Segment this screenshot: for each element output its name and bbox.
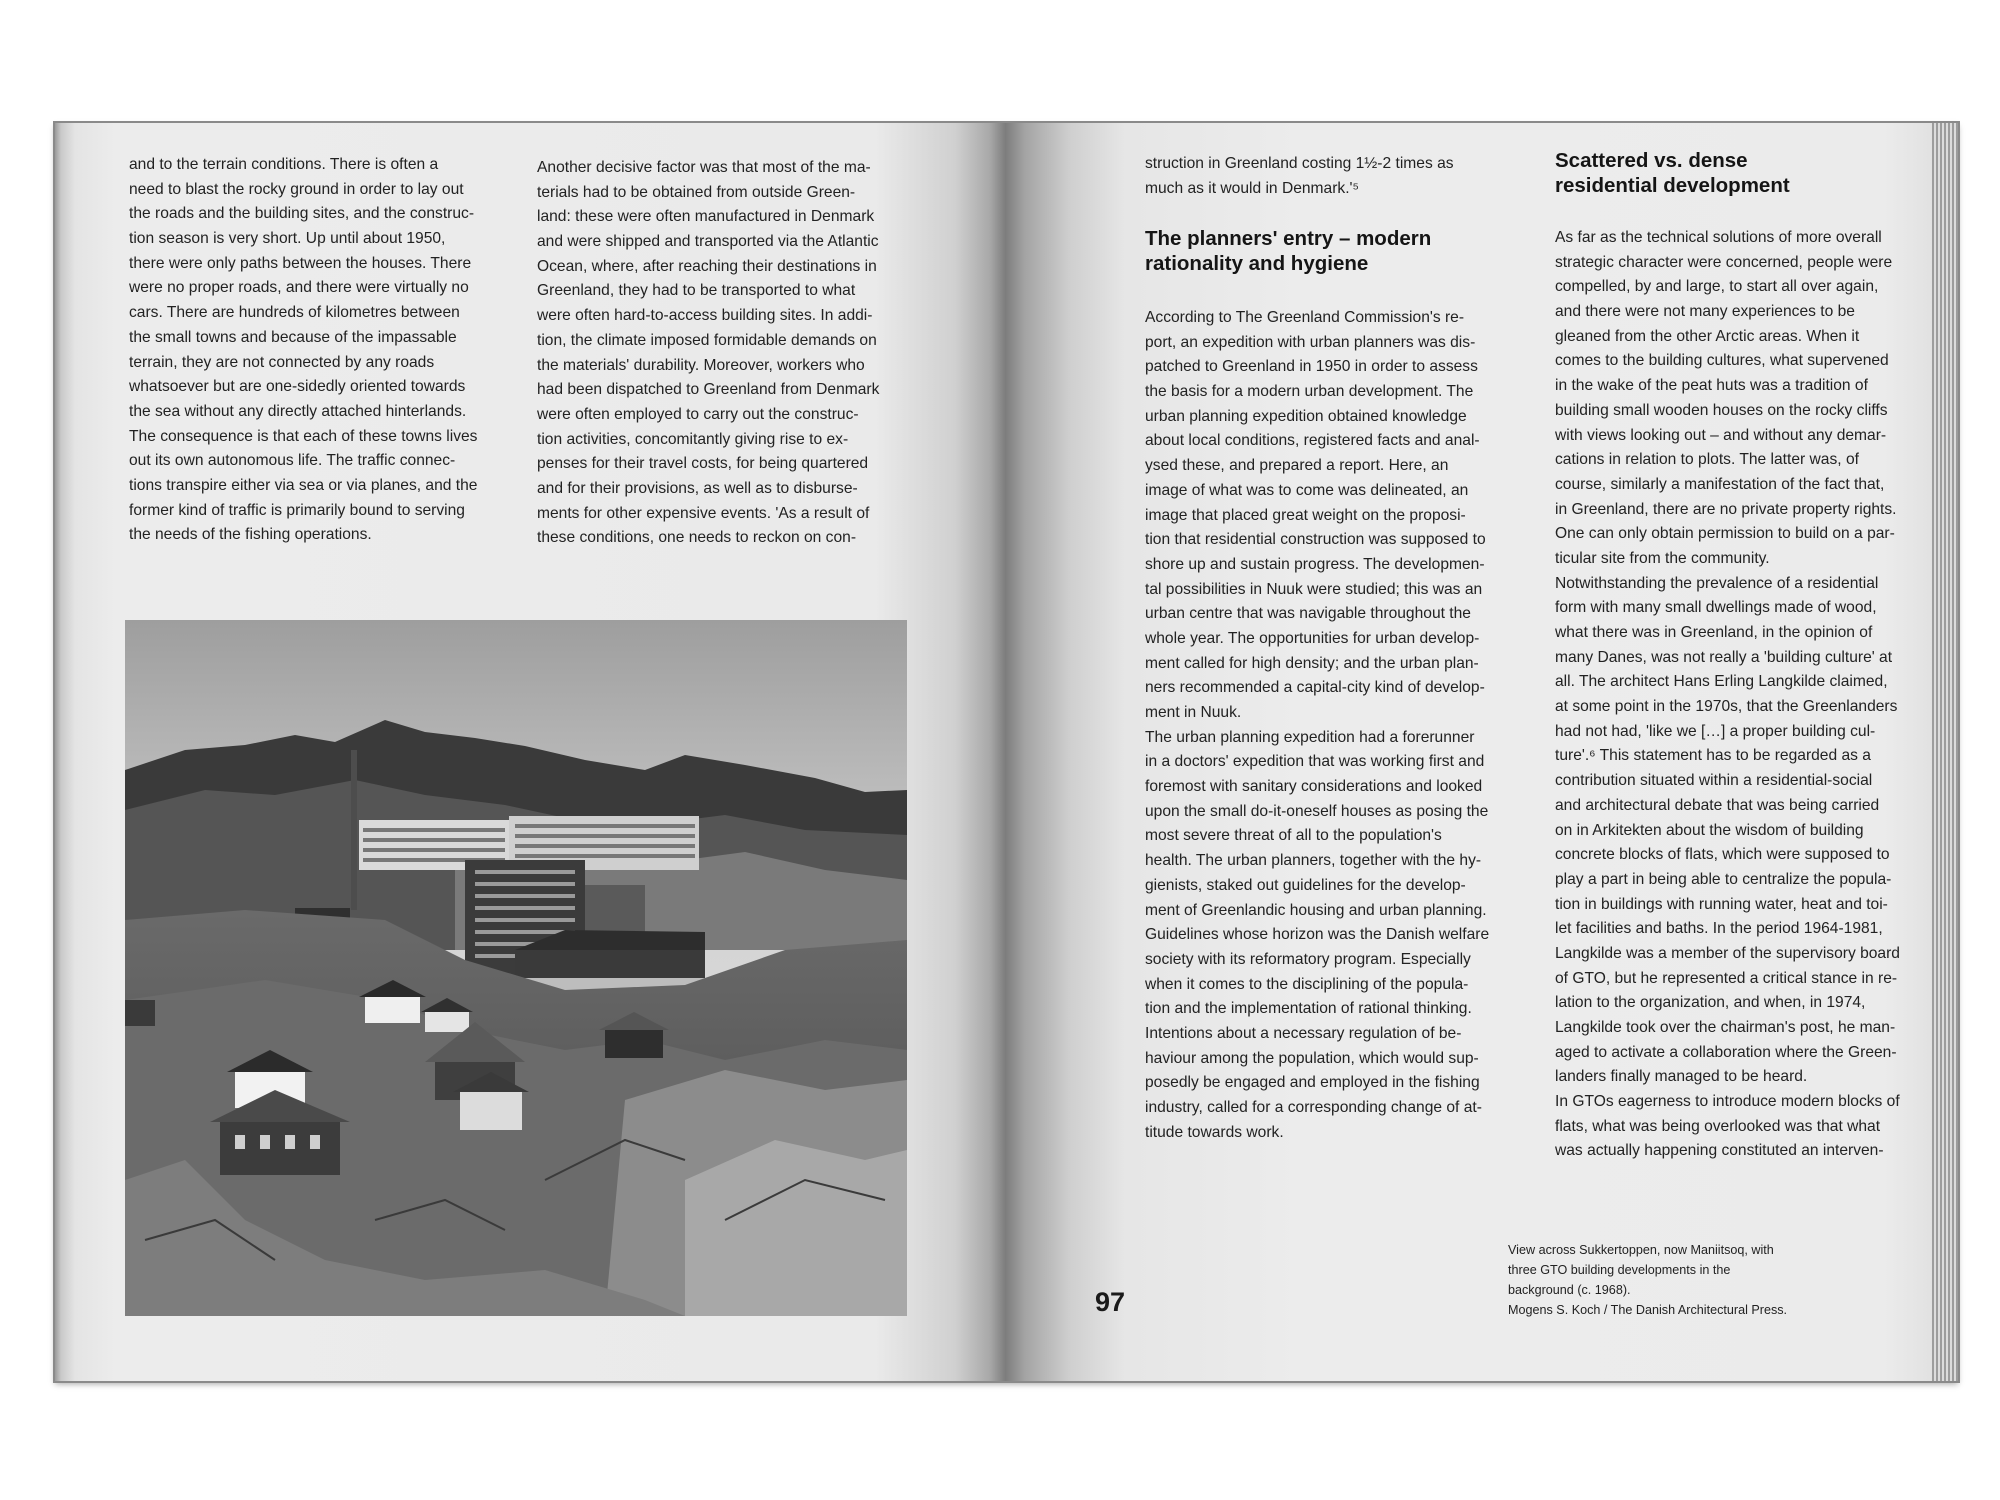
text-line: In GTOs eagerness to introduce modern blocks of	[1555, 1093, 1900, 1111]
text-line: much as it would in Denmark.'⁵	[1145, 179, 1359, 197]
text-column-3-intro	[1145, 152, 1454, 201]
text-line: had been dispatched to Greenland from Denmark	[537, 381, 880, 399]
text-line: building small wooden houses on the rocky cliffs	[1555, 401, 1888, 419]
text-line: ticular site from the community.	[1555, 549, 1770, 567]
text-line: with views looking out – and without any demar-	[1555, 426, 1887, 444]
text-line: in the wake of the peat huts was a tradition of	[1555, 377, 1868, 395]
text-line: what there was in Greenland, in the opinion of	[1555, 624, 1873, 641]
text-line: tion, the climate imposed formidable demands on	[537, 331, 877, 349]
text-line: the materials' durability. Moreover, workers who	[537, 356, 865, 374]
page-number: 97	[1095, 1287, 1126, 1317]
text-line: on in Arkitekten about the wisdom of building	[1555, 821, 1864, 839]
text-line: contribution situated within a residential-social	[1555, 772, 1873, 790]
section-heading-planners-entry	[1145, 227, 1431, 276]
text-line: landers finally managed to be heard.	[1555, 1068, 1808, 1086]
text-line: the needs of the fishing operations.	[129, 526, 372, 544]
text-line: these conditions, one needs to reckon on con-	[537, 529, 857, 547]
text-line: urban centre that was navigable throughout the	[1145, 605, 1471, 623]
text-line: and to the terrain conditions. There is often a	[129, 156, 439, 173]
text-line: and for their provisions, as well as to disburse-	[537, 479, 858, 497]
text-line: image of what was to come was delineated, an	[1145, 481, 1469, 499]
text-line: tion season is very short. Up until about 1950,	[129, 230, 446, 248]
text-line: tion activities, concomitantly giving rise to ex-	[537, 430, 849, 448]
text-line: comes to the building cultures, what supervened	[1555, 352, 1889, 370]
text-line: Langkilde was a member of the supervisory board	[1555, 944, 1900, 962]
text-line: flats, what was being overlooked was that what	[1555, 1117, 1881, 1135]
text-line: had not had, 'like we […] a proper building cul-	[1555, 722, 1876, 740]
text-line: health. The urban planners, together with the hy-	[1145, 852, 1482, 870]
text-line: strategic character were concerned, people were	[1555, 253, 1893, 271]
text-line: One can only obtain permission to build on a par-	[1555, 525, 1895, 543]
text-line: in Greenland, there are no private property rights.	[1555, 500, 1897, 518]
text-line: cars. There are hundreds of kilometres between	[129, 304, 460, 322]
text-line: let facilities and baths. In the period 1964-1981,	[1555, 920, 1883, 938]
text-line: ners recommended a capital-city kind of develop-	[1145, 679, 1485, 697]
text-line: ment of Greenlandic housing and urban planning.	[1145, 901, 1487, 919]
text-line: need to blast the rocky ground in order to lay out	[129, 180, 464, 198]
text-line: patched to Greenland in 1950 in order to assess	[1145, 358, 1478, 376]
text-column-4	[1555, 226, 1900, 1164]
text-line: most severe threat of all to the population's	[1145, 827, 1442, 845]
text-line: penses for their travel costs, for being quartered	[537, 455, 869, 473]
text-column-3	[1145, 306, 1489, 1145]
text-line: Langkilde took over the chairman's post, he man-	[1555, 1019, 1896, 1036]
photo-sukkertoppen	[125, 620, 907, 1316]
text-line: land: these were often manufactured in Denmark	[537, 208, 875, 226]
text-line: tion in buildings with running water, heat and toi-	[1555, 895, 1888, 913]
text-line: background (c. 1968).	[1508, 1283, 1631, 1297]
text-line: lation to the organization, and when, in 1974,	[1555, 994, 1866, 1012]
text-column-2	[537, 156, 879, 551]
text-line: former kind of traffic is primarily bound to serving	[129, 501, 465, 519]
text-line: struction in Greenland costing 1½-2 times as	[1145, 155, 1454, 172]
text-line: three GTO building developments in the	[1508, 1263, 1731, 1277]
text-line: titude towards work.	[1145, 1123, 1284, 1141]
text-line: shore up and sustain progress. The developmen-	[1145, 555, 1485, 573]
text-line: aged to activate a collaboration where the Green-	[1555, 1043, 1897, 1061]
text-line: in a doctors' expedition that was working first and	[1145, 753, 1485, 771]
text-line: According to The Greenland Commission's re-	[1145, 309, 1465, 326]
text-line: play a part in being able to centralize the popula-	[1555, 870, 1892, 888]
text-line: urban planning expedition obtained knowledge	[1145, 407, 1467, 425]
right-page	[1005, 123, 1958, 1381]
text-line: Intentions about a necessary regulation of be-	[1145, 1024, 1462, 1042]
text-line: the small towns and because of the impassable	[129, 328, 457, 346]
text-line: The urban planning expedition had a forerunner	[1145, 728, 1475, 746]
text-line: whole year. The opportunities for urban develop-	[1145, 629, 1480, 647]
photo-caption	[1508, 1240, 1787, 1320]
text-line: the roads and the building sites, and the construc-	[129, 205, 475, 223]
text-line: The planners' entry – modern	[1145, 227, 1432, 250]
text-line: and were shipped and transported via the Atlantic	[537, 233, 879, 251]
text-line: were no proper roads, and there were virtually no	[129, 279, 469, 297]
text-line: gleaned from the other Arctic areas. When it	[1555, 327, 1860, 345]
text-line: tal possibilities in Nuuk were studied; this was an	[1145, 580, 1483, 598]
text-line: port, an expedition with urban planners was dis-	[1145, 333, 1476, 351]
text-line: As far as the technical solutions of more overall	[1555, 229, 1882, 246]
text-line: terials had to be obtained from outside Green-	[537, 183, 856, 201]
text-line: tion and the implementation of rational thinking.	[1145, 1000, 1472, 1018]
section-heading-scattered-vs-dense	[1555, 149, 1790, 198]
text-line: upon the small do-it-oneself houses as posing the	[1145, 802, 1489, 820]
text-line: terrain, they are not connected by any roads	[129, 353, 435, 371]
text-line: industry, called for a corresponding change of at-	[1145, 1099, 1482, 1116]
text-line: at some point in the 1970s, that the Greenlanders	[1555, 698, 1898, 716]
text-line: posedly be engaged and employed in the fishing	[1145, 1074, 1480, 1092]
left-page	[55, 123, 1005, 1381]
text-line: were often hard-to-access building sites. In addi-	[537, 307, 873, 325]
text-line: Scattered vs. dense	[1555, 149, 1748, 172]
text-line: all. The architect Hans Erling Langkilde claimed,	[1555, 673, 1888, 691]
text-line: and there were not many experiences to be	[1555, 303, 1855, 321]
text-line: when it comes to the disciplining of the popula-	[1145, 975, 1469, 993]
page-edges	[1932, 123, 1958, 1381]
text-line: Ocean, where, after reaching their destinations in	[537, 257, 877, 275]
text-column-1	[129, 153, 477, 548]
text-line: compelled, by and large, to start all over again,	[1555, 278, 1879, 296]
text-line: course, similarly a manifestation of the fact that,	[1555, 475, 1885, 493]
text-line: of GTO, but he represented a critical stance in re-	[1555, 969, 1898, 987]
text-line: ments for other expensive events. 'As a result of	[537, 504, 870, 522]
text-line: about local conditions, registered facts and anal-	[1145, 432, 1480, 450]
text-line: View across Sukkertoppen, now Maniitsoq, with	[1508, 1243, 1774, 1257]
text-line: the sea without any directly attached hinterlands.	[129, 402, 467, 420]
text-line: tions transpire either via sea or via planes, and the	[129, 476, 478, 494]
text-line: cations in relation to plots. The latter was, of	[1555, 451, 1859, 469]
text-line: many Danes, was not really a 'building culture' at	[1555, 648, 1893, 666]
text-line: The consequence is that each of these towns lives	[129, 427, 478, 445]
text-line: there were only paths between the houses. There	[129, 254, 472, 272]
text-line: society with its reformatory program. Especially	[1145, 950, 1471, 968]
text-line: image that placed great weight on the proposi-	[1145, 506, 1466, 524]
text-line: tion that residential construction was supposed to	[1145, 531, 1486, 549]
text-line: rationality and hygiene	[1145, 251, 1369, 275]
text-line: ment called for high density; and the urban plan-	[1145, 654, 1479, 672]
text-line: residential development	[1555, 173, 1790, 197]
text-line: Greenland, they had to be transported to what	[537, 282, 856, 300]
open-book	[55, 123, 1958, 1381]
text-line: whatsoever but are one-sidedly oriented towards	[129, 378, 466, 396]
text-line: ysed these, and prepared a report. Here, an	[1145, 457, 1449, 475]
text-line: concrete blocks of flats, which were supposed to	[1555, 846, 1890, 864]
text-line: gienists, staked out guidelines for the develop-	[1145, 876, 1466, 894]
text-line: form with many small dwellings made of wood,	[1555, 599, 1877, 617]
text-line: haviour among the population, which would sup-	[1145, 1049, 1479, 1067]
text-line: were often employed to carry out the construc-	[537, 405, 859, 423]
text-line: Mogens S. Koch / The Danish Architectural Press.	[1508, 1303, 1788, 1317]
text-line: ment in Nuuk.	[1145, 704, 1242, 721]
text-line: foremost with sanitary considerations and looked	[1145, 778, 1483, 796]
text-line: Another decisive factor was that most of the ma-	[537, 159, 871, 176]
text-line: was actually happening constituted an interven-	[1555, 1142, 1884, 1160]
text-line: Guidelines whose horizon was the Danish welfare	[1145, 926, 1490, 944]
text-line: ture'.⁶ This statement has to be regarded as a	[1555, 747, 1871, 765]
text-line: the basis for a modern urban development. The	[1145, 383, 1474, 401]
text-line: out its own autonomous life. The traffic connec-	[129, 452, 456, 470]
text-line: Notwithstanding the prevalence of a residential	[1555, 574, 1879, 592]
text-line: and architectural debate that was being carried	[1555, 796, 1880, 814]
